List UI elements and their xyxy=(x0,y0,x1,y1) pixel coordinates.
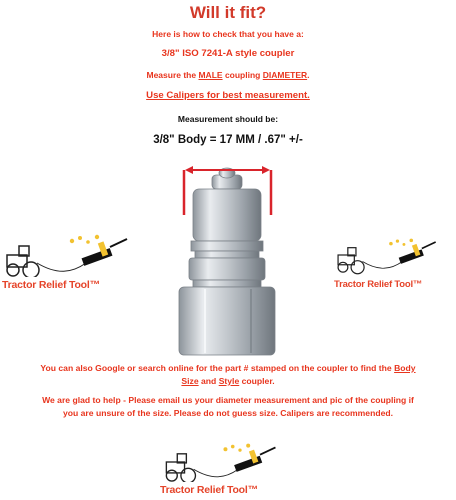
intro-text: Here is how to check that you have a: xyxy=(152,29,304,39)
google-note-body-size: Body Size xyxy=(181,363,416,386)
logo-text-left: Tractor Relief Tool™ xyxy=(2,279,100,291)
measure-line xyxy=(0,70,456,80)
measure-male: MALE xyxy=(198,70,223,80)
spec-standard: ISO 7241-A xyxy=(182,48,233,59)
spec-suffix: style coupler xyxy=(235,48,295,59)
spec-size: 3/8" xyxy=(161,48,180,59)
spec-line xyxy=(0,48,456,59)
tractor-logo-right xyxy=(334,233,456,295)
logo-text-bottom: Tractor Relief Tool™ xyxy=(160,484,258,496)
measure-diameter: DIAMETER xyxy=(262,70,308,80)
calipers-line: Use Calipers for best measurement. xyxy=(146,90,310,101)
coupler-image xyxy=(155,155,301,365)
page-title: Will it fit? xyxy=(189,3,267,22)
tractor-logo-left xyxy=(2,233,152,295)
measure-end: . xyxy=(307,70,310,80)
google-note xyxy=(40,362,416,388)
google-note-part2: coupler. xyxy=(241,376,275,386)
body-size-text: 3/8" Body = 17 MM / .67" +/- xyxy=(153,134,303,146)
google-note-style: Style xyxy=(218,376,240,386)
logo-text-right: Tractor Relief Tool™ xyxy=(334,279,423,290)
help-note: We are glad to help - Please email us your diameter measurement and pic of the coupling if you are unsure of the size. Please do not guess size. Calipers are recommended. xyxy=(42,395,414,418)
measure-middle: coupling xyxy=(224,70,261,80)
google-note-part1: You can also Google or search online for the part # stamped on the coupler to find the xyxy=(40,363,392,373)
measure-prefix: Measure the xyxy=(146,70,197,80)
google-note-and: and xyxy=(201,376,217,386)
should-be-text: Measurement should be: xyxy=(177,114,279,124)
tractor-logo-bottom xyxy=(160,442,300,500)
